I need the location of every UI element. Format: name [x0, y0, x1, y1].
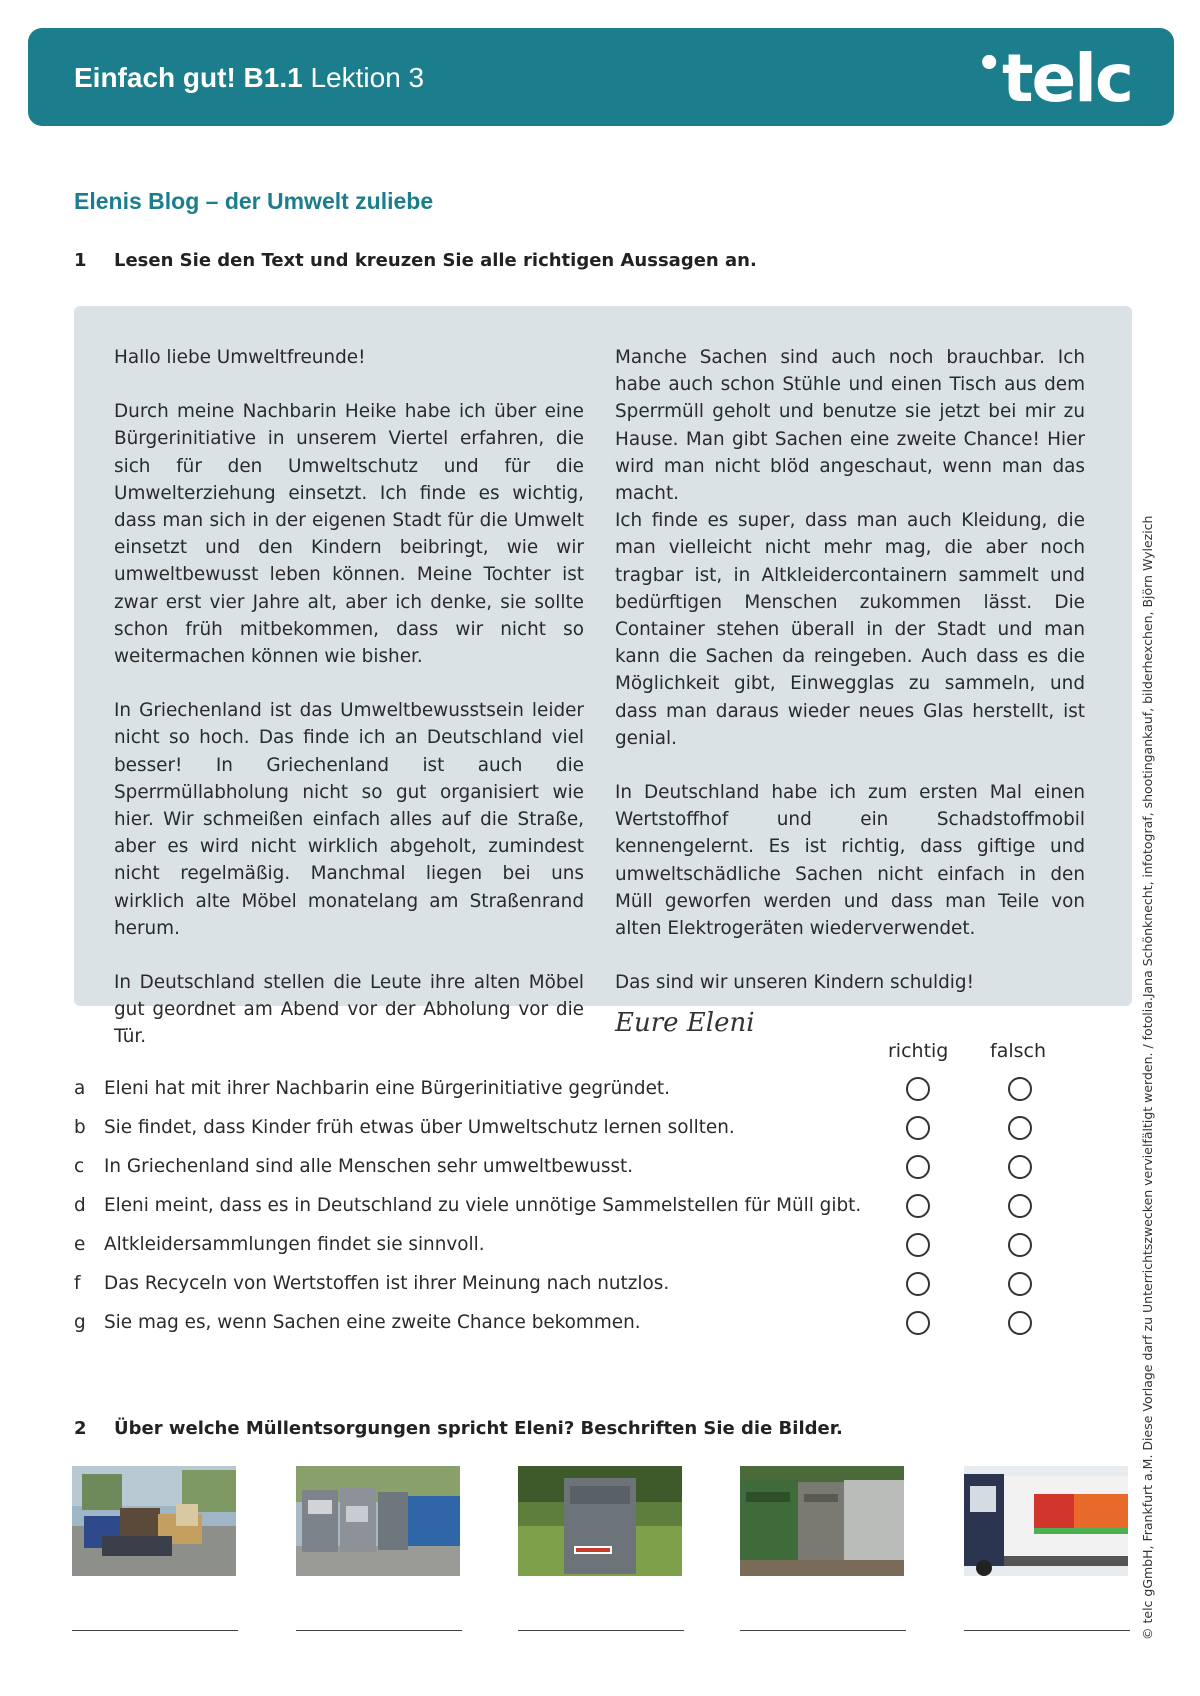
- task-number: 1: [74, 250, 87, 271]
- statement-text: Eleni meint, dass es in Deutschland zu viele unnötige Sammelstellen für Müll gibt.: [104, 1195, 862, 1216]
- photo-bulky-waste: [72, 1466, 236, 1576]
- radio-richtig[interactable]: [906, 1272, 930, 1296]
- blog-text-box: [74, 306, 1132, 1048]
- statement-row: [74, 1156, 1074, 1186]
- statement-row: [74, 1078, 1074, 1108]
- statement-text: Sie findet, dass Kinder früh etwas über Umweltschutz lernen sollten.: [104, 1117, 735, 1138]
- course-title: Einfach gut! B1.1: [74, 62, 303, 93]
- blog-column-right: [615, 344, 1085, 1038]
- radio-falsch[interactable]: [1008, 1077, 1032, 1101]
- radio-richtig[interactable]: [906, 1311, 930, 1335]
- statement-letter: g: [74, 1312, 86, 1333]
- blog-paragraph: In Deutschland habe ich zum ersten Mal einen Wertstoffhof und ein Schadstoffmobil kennengelernt. Es ist richtig, dass giftige und umweltschädliche Sachen nicht einfach in den Müll geworfen werden und dass man Teile von alten Elektrogeräten wiederverwendet.: [615, 782, 1085, 940]
- telc-logo: •telc: [976, 40, 1132, 117]
- blog-column-left: [114, 344, 584, 1078]
- header-bar: [28, 28, 1174, 126]
- task-text: Über welche Müllentsorgungen spricht Eleni? Beschriften Sie die Bilder.: [114, 1418, 843, 1439]
- photo-glass-containers: [740, 1466, 904, 1576]
- task-2-instruction: [74, 1418, 843, 1439]
- radio-falsch[interactable]: [1008, 1233, 1032, 1257]
- task-number: 2: [74, 1418, 87, 1439]
- copyright-notice: © telc gGmbH, Frankfurt a.M. Diese Vorlage darf zu Unterrichtszwecken vervielfältigt werden. / fotolia.Jana Schönknecht, infotograf, shootingankauf, bilderhexchen, Björn Wylezich: [1140, 515, 1155, 1640]
- label-line[interactable]: [296, 1630, 462, 1631]
- statement-letter: c: [74, 1156, 85, 1177]
- statement-text: Altkleidersammlungen findet sie sinnvoll.: [104, 1234, 485, 1255]
- statement-row: [74, 1312, 1074, 1342]
- statement-letter: d: [74, 1195, 86, 1216]
- blog-signature: Eure Eleni: [615, 1008, 755, 1039]
- statement-text: Eleni hat mit ihrer Nachbarin eine Bürgerinitiative gegründet.: [104, 1078, 670, 1099]
- task-1-instruction: [74, 250, 757, 271]
- label-line[interactable]: [72, 1630, 238, 1631]
- radio-falsch[interactable]: [1008, 1272, 1032, 1296]
- statement-text: In Griechenland sind alle Menschen sehr umweltbewusst.: [104, 1156, 634, 1177]
- photo-ewaste-containers: [296, 1466, 460, 1576]
- statement-letter: e: [74, 1234, 86, 1255]
- label-line[interactable]: [964, 1630, 1130, 1631]
- photo-clothes-container: [518, 1466, 682, 1576]
- statement-letter: b: [74, 1117, 86, 1138]
- statement-row: [74, 1273, 1074, 1303]
- statement-row: [74, 1195, 1074, 1225]
- radio-richtig[interactable]: [906, 1116, 930, 1140]
- statement-letter: f: [74, 1273, 81, 1294]
- statement-letter: a: [74, 1078, 86, 1099]
- radio-richtig[interactable]: [906, 1077, 930, 1101]
- blog-paragraph: Manche Sachen sind auch noch brauchbar. Ich habe auch schon Stühle und einen Tisch aus dem Sperrmüll geholt und benutze sie jetzt bei mir zu Hause. Man gibt Sachen eine zweite Chance! Hier wird man nicht blöd angeschaut, wenn man das macht.: [615, 347, 1085, 505]
- statement-row: [74, 1117, 1074, 1147]
- section-title: Elenis Blog – der Umwelt zuliebe: [74, 188, 434, 214]
- statement-text: Das Recyceln von Wertstoffen ist ihrer Meinung nach nutzlos.: [104, 1273, 670, 1294]
- blog-paragraph: Das sind wir unseren Kindern schuldig!: [615, 972, 974, 994]
- column-header-richtig: richtig: [888, 1040, 949, 1062]
- blog-paragraph: Ich finde es super, dass man auch Kleidung, die man vielleicht nicht mehr mag, die aber noch tragbar ist, in Altkleidercontainern sammelt und bedürftigen Menschen zukommen lässt. Die Container stehen überall in der Stadt und man kann die Sachen da reingeben. Auch dass es die Möglichkeit gibt, Einwegglas zu sammeln, und dass man daraus wieder neues Glas herstellt, ist genial.: [615, 510, 1085, 749]
- statement-text: Sie mag es, wenn Sachen eine zweite Chance bekommen.: [104, 1312, 641, 1333]
- label-line[interactable]: [740, 1630, 906, 1631]
- radio-falsch[interactable]: [1008, 1116, 1032, 1140]
- label-line[interactable]: [518, 1630, 684, 1631]
- blog-paragraph: In Griechenland ist das Umweltbewusstsein leider nicht so hoch. Das finde ich an Deutschland viel besser! In Griechenland ist auch die Sperrmüllabholung nicht so gut organisiert wie hier. Wir schmeißen einfach alles auf die Straße, aber es wird nicht wirklich abgeholt, zumindest nicht regelmäßig. Manchmal liegen bei uns wirklich alte Möbel monatelang am Straßenrand herum.: [114, 700, 584, 939]
- blog-paragraph: In Deutschland stellen die Leute ihre alten Möbel gut geordnet am Abend vor der Abholung vor die Tür.: [114, 972, 584, 1048]
- blog-paragraph: Hallo liebe Umweltfreunde!: [114, 347, 366, 368]
- radio-falsch[interactable]: [1008, 1194, 1032, 1218]
- radio-falsch[interactable]: [1008, 1311, 1032, 1335]
- radio-richtig[interactable]: [906, 1233, 930, 1257]
- statement-row: [74, 1234, 1074, 1264]
- column-header-falsch: falsch: [990, 1040, 1046, 1062]
- radio-richtig[interactable]: [906, 1155, 930, 1179]
- radio-falsch[interactable]: [1008, 1155, 1032, 1179]
- header-title: [74, 62, 424, 94]
- lesson-label: Lektion 3: [310, 62, 425, 93]
- blog-paragraph: Durch meine Nachbarin Heike habe ich über eine Bürgerinitiative in unserem Viertel erfahren, die sich für den Umweltschutz und für die Umwelterziehung einsetzt. Ich finde es wichtig, dass man sich in der eigenen Stadt für die Umwelt einsetzt und den Kindern beibringt, wie wir umweltbewusst leben können. Meine Tochter ist zwar erst vier Jahre alt, aber ich denke, sie sollte schon früh mitbekommen, dass wir nicht so weitermachen können wie bisher.: [114, 401, 584, 668]
- photo-hazardous-waste-truck: [964, 1466, 1128, 1576]
- task-text: Lesen Sie den Text und kreuzen Sie alle richtigen Aussagen an.: [114, 250, 757, 271]
- radio-richtig[interactable]: [906, 1194, 930, 1218]
